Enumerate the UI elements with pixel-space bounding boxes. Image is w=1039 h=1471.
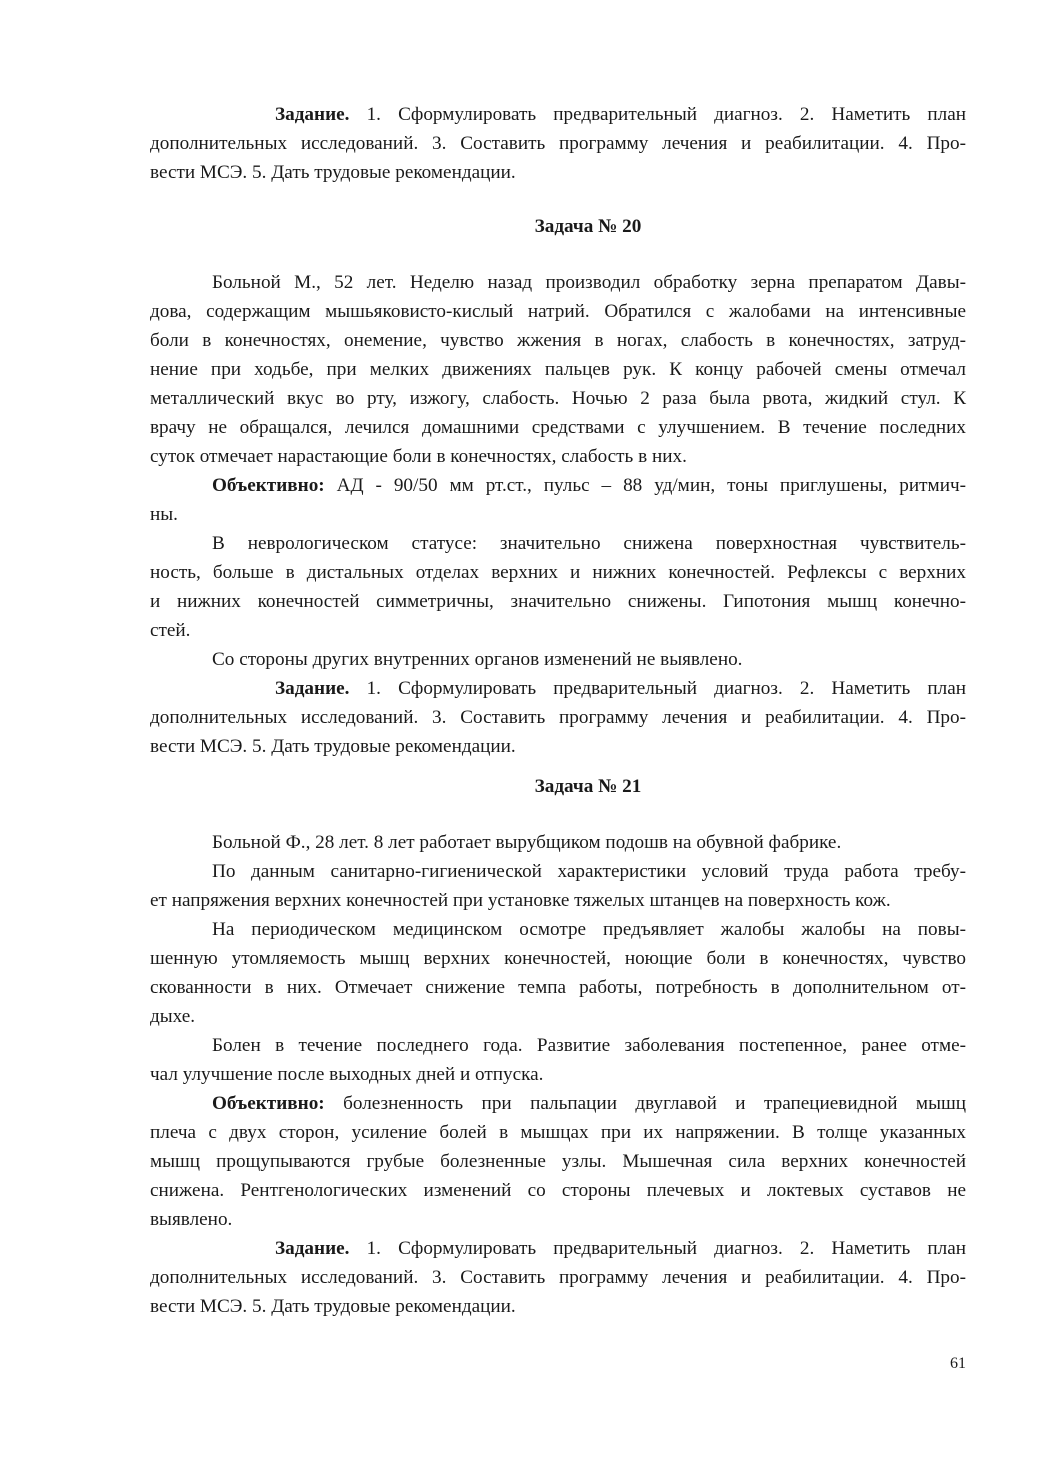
top-task-block (150, 100, 966, 187)
task-line: вести МСЭ. 5. Дать трудовые рекомендации. (150, 736, 516, 757)
paragraph-line: боли в конечностях, онемение, чувство жжения в ногах, слабость в конечностях, затруд- (150, 330, 966, 351)
paragraph-line: ет напряжения верхних конечностей при установке тяжелых штанцев на поверхность кож. (150, 890, 891, 911)
objective-text: болезненность при пальпации двуглавой и трапециевидной мышц (324, 1093, 966, 1114)
task-text: 1. Сформулировать предварительный диагноз. 2. Наметить план (349, 678, 966, 699)
paragraph-line: врачу не обращался, лечился домашними средствами с улучшением. В течение последних (150, 417, 966, 438)
objective-label: Объективно: (212, 475, 325, 496)
paragraph-line: и нижних конечностей симметричны, значительно снижены. Гипотония мышц конечно- (150, 591, 966, 612)
paragraph-line: дыхе. (150, 1006, 196, 1027)
objective-line (150, 471, 966, 500)
task-line: дополнительных исследований. 3. Составить программу лечения и реабилитации. 4. Про- (150, 133, 966, 154)
paragraph-line: мышц прощупываются грубые болезненные узлы. Мышечная сила верхних конечностей (150, 1151, 966, 1172)
task-label: Задание. (275, 1238, 350, 1259)
paragraph-line: Со стороны других внутренних органов изменений не выявлено. (212, 649, 743, 670)
objective-label: Объективно: (212, 1093, 325, 1114)
task-line: дополнительных исследований. 3. Составить программу лечения и реабилитации. 4. Про- (150, 1267, 966, 1288)
task-21-body (150, 828, 966, 1321)
objective-line (150, 1089, 966, 1118)
task-line (150, 100, 966, 129)
paragraph-line: чал улучшение после выходных дней и отпуска. (150, 1064, 544, 1085)
paragraph-line: шенную утомляемость мышц верхних конечностей, ноющие боли в конечностях, чувство (150, 948, 966, 969)
paragraph-line: плеча с двух сторон, усиление болей в мышцах при их напряжении. В толще указанных (150, 1122, 966, 1143)
paragraph-line: На периодическом медицинском осмотре предъявляет жалобы жалобы на повы- (212, 919, 966, 940)
paragraph-line: Больной М., 52 лет. Неделю назад производил обработку зерна препаратом Давы- (212, 272, 966, 293)
paragraph-line: выявлено. (150, 1209, 233, 1230)
task-text: 1. Сформулировать предварительный диагноз. 2. Наметить план (349, 1238, 966, 1259)
task-20-body (150, 268, 966, 761)
paragraph-line: ность, больше в дистальных отделах верхних и нижних конечностей. Рефлексы с верхних (150, 562, 966, 583)
paragraph-line: По данным санитарно-гигиенической характеристики условий труда работа требу- (212, 861, 966, 882)
task-line: вести МСЭ. 5. Дать трудовые рекомендации. (150, 1296, 516, 1317)
paragraph-line: снижена. Рентгенологических изменений со стороны плечевых и локтевых суставов не (150, 1180, 966, 1201)
paragraph-line: Больной Ф., 28 лет. 8 лет работает вырубщиком подошв на обувной фабрике. (212, 832, 842, 853)
paragraph-line: дова, содержащим мышьяковисто-кислый натрий. Обратился с жалобами на интенсивные (150, 301, 966, 322)
paragraph-line: металлический вкус во рту, изжогу, слабость. Ночью 2 раза была рвота, жидкий стул. К (150, 388, 966, 409)
objective-text: АД - 90/50 мм рт.ст., пульс – 88 уд/мин, тоны приглушены, ритмич- (324, 475, 966, 496)
paragraph-line: скованности в них. Отмечает снижение темпа работы, потребность в дополнительном от- (150, 977, 966, 998)
task-line: дополнительных исследований. 3. Составить программу лечения и реабилитации. 4. Про- (150, 707, 966, 728)
paragraph-line: Болен в течение последнего года. Развитие заболевания постепенное, ранее отме- (212, 1035, 966, 1056)
task-line (150, 674, 966, 703)
task-label: Задание. (275, 104, 350, 125)
task-line: вести МСЭ. 5. Дать трудовые рекомендации. (150, 162, 516, 183)
paragraph-line: нение при ходьбе, при мелких движениях пальцев рук. К концу рабочей смены отмечал (150, 359, 966, 380)
page-number: 61 (950, 1355, 966, 1372)
paragraph-line: суток отмечает нарастающие боли в конечностях, слабость в них. (150, 446, 687, 467)
paragraph-line: стей. (150, 620, 191, 641)
task-text: 1. Сформулировать предварительный диагноз. 2. Наметить план (349, 104, 966, 125)
task-20-heading: Задача № 20 (534, 216, 642, 237)
task-line (150, 1234, 966, 1263)
task-label: Задание. (275, 678, 350, 699)
paragraph-line: ны. (150, 504, 178, 525)
task-21-heading: Задача № 21 (534, 776, 642, 797)
paragraph-line: В неврологическом статусе: значительно снижена поверхностная чувствитель- (212, 533, 966, 554)
